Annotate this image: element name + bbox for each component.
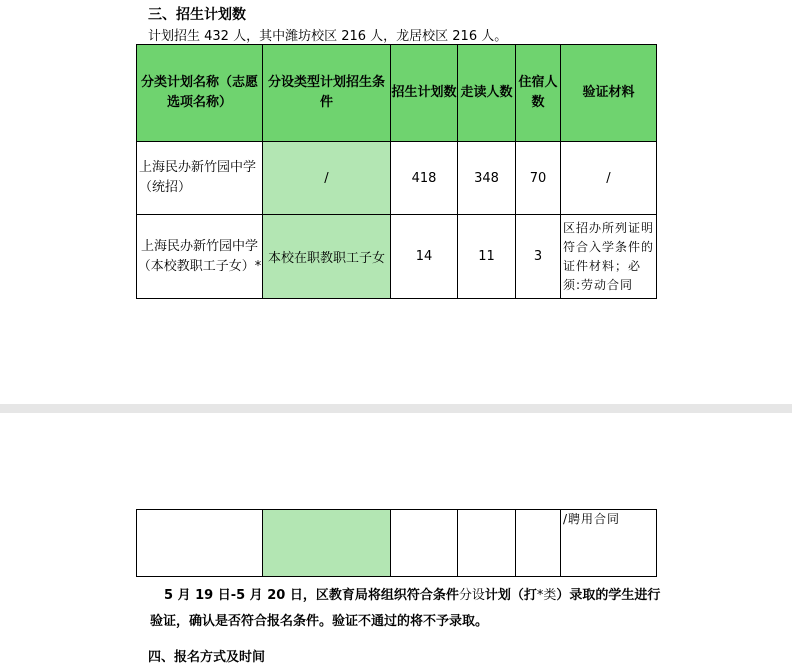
enrollment-plan-table [136,44,657,299]
plan-summary: 计划招生 432 人，其中潍坊校区 216 人，龙居校区 216 人。 [148,29,508,44]
cont-name [137,510,263,577]
row-day: 11 [458,215,516,299]
row-board: 3 [516,215,561,299]
header-day-students: 走读人数 [458,45,516,142]
row-day: 348 [458,142,516,215]
table-header-row [137,45,657,142]
notice-text: *类 [536,588,557,603]
row-plan: 14 [391,215,458,299]
notice-text: ）录取的学生进行 [556,588,661,603]
notice-text: 分设 [458,588,485,603]
notice-text: 5 月 19 日-5 月 20 日，区教育局将组织符合条件 [164,588,459,603]
cont-day [458,510,516,577]
header-plan-count: 招生计划数 [391,45,458,142]
header-condition: 分设类型计划招生条件 [263,45,391,142]
cont-condition [263,510,391,577]
row-condition: / [263,142,391,215]
row-condition: 本校在职教职工子女 [263,215,391,299]
next-section-heading: 四、报名方式及时间 [148,650,266,665]
table-continuation [136,509,657,577]
row-materials: 区招办所列证明符合入学条件的证件材料；必须:劳动合同 [561,215,657,299]
cont-materials: /聘用合同 [561,510,657,577]
row-name: 上海民办新竹园中学（本校教职工子女）* [137,215,263,299]
header-boarding-students: 住宿人数 [516,45,561,142]
section-heading: 三、招生计划数 [148,7,246,23]
notice-text: 计划（打 [484,588,537,603]
table-row [137,142,657,215]
table-row [137,510,657,577]
row-plan: 418 [391,142,458,215]
header-plan-name: 分类计划名称（志愿选项名称） [137,45,263,142]
notice-line-1 [164,584,660,603]
row-name: 上海民办新竹园中学（统招） [137,142,263,215]
notice-line-2: 验证，确认是否符合报名条件。验证不通过的将不予录取。 [150,614,489,629]
table-row [137,215,657,299]
row-materials: / [561,142,657,215]
header-verification-materials: 验证材料 [561,45,657,142]
cont-board [516,510,561,577]
cont-plan [391,510,458,577]
page-separator [0,404,792,413]
row-board: 70 [516,142,561,215]
